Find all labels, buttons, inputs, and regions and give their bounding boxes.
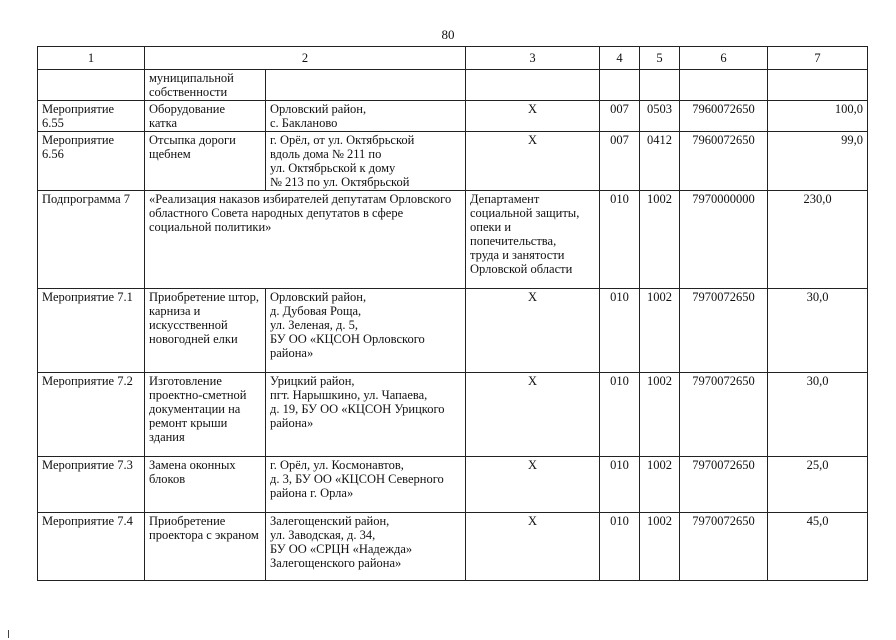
table-row-7-3 bbox=[38, 457, 868, 513]
cell-location: Урицкий район, пгт. Нарышкино, ул. Чапаева, д. 19, БУ ОО «КЦСОН Урицкого района» bbox=[266, 373, 466, 457]
cell-name: Отсыпка дороги щебнем bbox=[145, 132, 266, 191]
cell-code: Мероприятие 7.3 bbox=[38, 457, 145, 513]
cell-col-5: 1002 bbox=[640, 289, 680, 373]
cell-code bbox=[38, 70, 145, 101]
cell-col-4: 010 bbox=[600, 373, 640, 457]
header-row bbox=[38, 47, 868, 70]
budget-table bbox=[37, 46, 868, 581]
cell-location: Залегощенский район, ул. Заводская, д. 34, БУ ОО «СРЦН «Надежда» Залегощенского района» bbox=[266, 513, 466, 581]
cell-col-7: 45,0 bbox=[768, 513, 868, 581]
cell-name: «Реализация наказов избирателей депутатам Орловского областного Совета народных депутатов в сфере социальной политики» bbox=[145, 191, 466, 289]
cell-location bbox=[266, 70, 466, 101]
cell-col-7: 230,0 bbox=[768, 191, 868, 289]
cell-code: Подпрограмма 7 bbox=[38, 191, 145, 289]
header-col-3: 3 bbox=[466, 47, 600, 70]
header-col-1: 1 bbox=[38, 47, 145, 70]
cell-col-4 bbox=[600, 70, 640, 101]
header-col-4: 4 bbox=[600, 47, 640, 70]
cell-location: г. Орёл, ул. Космонавтов, д. 3, БУ ОО «КЦСОН Северного района г. Орла» bbox=[266, 457, 466, 513]
cell-executor: Департамент социальной защиты, опеки и попечительства, труда и занятости Орловской области bbox=[466, 191, 600, 289]
cell-col-5 bbox=[640, 70, 680, 101]
cell-col-7: 30,0 bbox=[768, 289, 868, 373]
cell-executor bbox=[466, 70, 600, 101]
cell-col-5: 1002 bbox=[640, 513, 680, 581]
cell-code: Мероприятие 7.4 bbox=[38, 513, 145, 581]
table-row-6-56 bbox=[38, 132, 868, 191]
cell-col-4: 010 bbox=[600, 457, 640, 513]
cell-col-5: 1002 bbox=[640, 457, 680, 513]
cell-col-4: 010 bbox=[600, 191, 640, 289]
cell-col-4: 010 bbox=[600, 513, 640, 581]
header-col-5: 5 bbox=[640, 47, 680, 70]
cell-location: Орловский район, д. Дубовая Роща, ул. Зеленая, д. 5, БУ ОО «КЦСОН Орловского района» bbox=[266, 289, 466, 373]
cell-name: муниципальной собственности bbox=[145, 70, 266, 101]
table-row-7-4 bbox=[38, 513, 868, 581]
cell-col-7: 100,0 bbox=[768, 101, 868, 132]
cell-col-7 bbox=[768, 70, 868, 101]
scan-mark bbox=[8, 630, 9, 638]
cell-name: Оборудование катка bbox=[145, 101, 266, 132]
cell-col-6: 7970072650 bbox=[680, 513, 768, 581]
header-col-6: 6 bbox=[680, 47, 768, 70]
cell-col-7: 99,0 bbox=[768, 132, 868, 191]
cell-location: Орловский район, с. Бакланово bbox=[266, 101, 466, 132]
header-col-7: 7 bbox=[768, 47, 868, 70]
cell-col-4: 007 bbox=[600, 101, 640, 132]
cell-executor: X bbox=[466, 101, 600, 132]
cell-executor: X bbox=[466, 373, 600, 457]
cell-executor: X bbox=[466, 457, 600, 513]
table-row-6-55 bbox=[38, 101, 868, 132]
table-row-subprogram-7 bbox=[38, 191, 868, 289]
cell-col-5: 1002 bbox=[640, 373, 680, 457]
cell-code: Мероприятие 7.2 bbox=[38, 373, 145, 457]
cell-col-6: 7970072650 bbox=[680, 457, 768, 513]
cell-name: Приобретение проектора с экраном bbox=[145, 513, 266, 581]
cell-col-6: 7970072650 bbox=[680, 289, 768, 373]
cell-code: Мероприятие 6.56 bbox=[38, 132, 145, 191]
cell-col-4: 010 bbox=[600, 289, 640, 373]
cell-executor: X bbox=[466, 132, 600, 191]
cell-executor: X bbox=[466, 513, 600, 581]
cell-col-6 bbox=[680, 70, 768, 101]
cell-col-7: 30,0 bbox=[768, 373, 868, 457]
table-row-continuation bbox=[38, 70, 868, 101]
cell-col-6: 7960072650 bbox=[680, 101, 768, 132]
cell-col-7: 25,0 bbox=[768, 457, 868, 513]
cell-col-6: 7960072650 bbox=[680, 132, 768, 191]
table-row-7-2 bbox=[38, 373, 868, 457]
cell-col-5: 1002 bbox=[640, 191, 680, 289]
cell-executor: X bbox=[466, 289, 600, 373]
cell-name: Приобретение штор, карниза и искусственной новогодней елки bbox=[145, 289, 266, 373]
cell-col-4: 007 bbox=[600, 132, 640, 191]
cell-code: Мероприятие 6.55 bbox=[38, 101, 145, 132]
cell-col-5: 0503 bbox=[640, 101, 680, 132]
cell-col-5: 0412 bbox=[640, 132, 680, 191]
cell-code: Мероприятие 7.1 bbox=[38, 289, 145, 373]
page-number: 80 bbox=[441, 27, 455, 42]
table-row-7-1 bbox=[38, 289, 868, 373]
header-col-2: 2 bbox=[145, 47, 466, 70]
cell-location: г. Орёл, от ул. Октябрьской вдоль дома № 211 по ул. Октябрьской к дому № 213 по ул. Октябрьской bbox=[266, 132, 466, 191]
cell-col-6: 7970000000 bbox=[680, 191, 768, 289]
cell-name: Замена оконных блоков bbox=[145, 457, 266, 513]
cell-name: Изготовление проектно-сметной документации на ремонт крыши здания bbox=[145, 373, 266, 457]
cell-col-6: 7970072650 bbox=[680, 373, 768, 457]
